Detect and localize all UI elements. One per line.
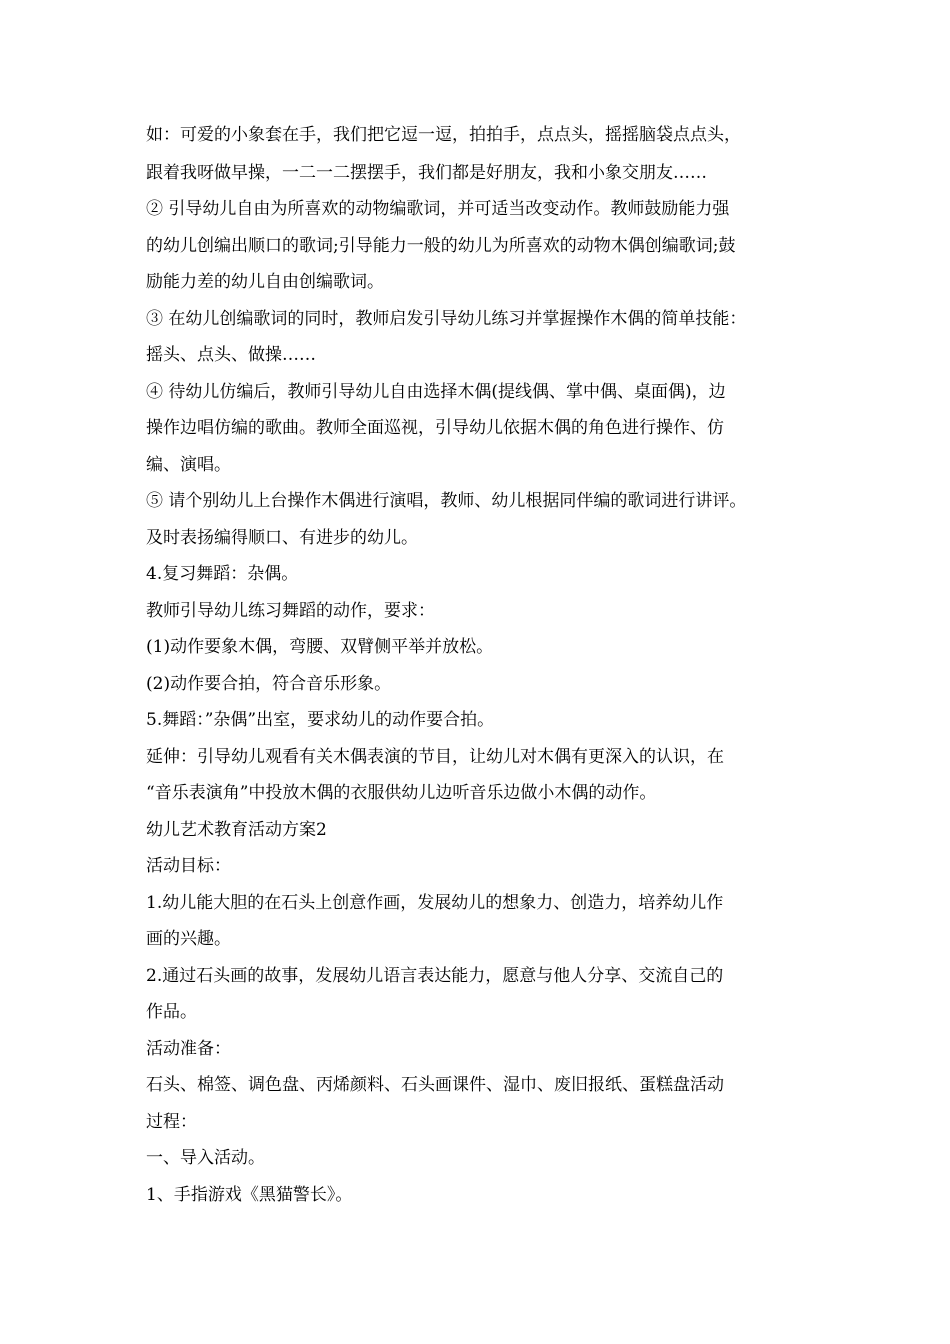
text-line: 5.舞蹈：”杂偶”出室，要求幼儿的动作要合拍。 xyxy=(146,710,495,730)
text-line: 及时表扬编得顺口、有进步的幼儿。 xyxy=(146,528,418,548)
text-line: 活动准备： xyxy=(146,1039,231,1059)
section-heading: 幼儿艺术教育活动方案2 xyxy=(146,820,327,840)
text-line: 摇头、点头、做操…… xyxy=(146,345,316,365)
text-line: (1)动作要象木偶，弯腰、双臂侧平举并放松。 xyxy=(146,637,494,657)
text-line: 延伸：引导幼儿观看有关木偶表演的节目，让幼儿对木偶有更深入的认识，在 xyxy=(146,747,724,767)
text-line: ④ 待幼儿仿编后，教师引导幼儿自由选择木偶(提线偶、掌中偶、桌面偶)，边 xyxy=(146,382,726,402)
text-line: 活动目标： xyxy=(146,856,231,876)
text-line: 的幼儿创编出顺口的歌词;引导能力一般的幼儿为所喜欢的动物木偶创编歌词;鼓 xyxy=(146,236,736,256)
text-line: 1、手指游戏《黑猫警长》。 xyxy=(146,1185,353,1205)
text-line: 作品。 xyxy=(146,1002,197,1022)
text-line: 跟着我呀做早操，一二一二摆摆手，我们都是好朋友，我和小象交朋友…… xyxy=(146,163,707,183)
text-line: “音乐表演角”中投放木偶的衣服供幼儿边听音乐边做小木偶的动作。 xyxy=(146,783,657,803)
text-line: (2)动作要合拍，符合音乐形象。 xyxy=(146,674,392,694)
text-line: 4.复习舞蹈：杂偶。 xyxy=(146,564,299,584)
text-line: 石头、棉签、调色盘、丙烯颜料、石头画课件、湿巾、废旧报纸、蛋糕盘活动 xyxy=(146,1075,724,1095)
text-line: 励能力差的幼儿自由创编歌词。 xyxy=(146,272,384,292)
text-line: 如：可爱的小象套在手，我们把它逗一逗，拍拍手，点点头，摇摇脑袋点点头， xyxy=(146,125,741,145)
text-line: ⑤ 请个别幼儿上台操作木偶进行演唱，教师、幼儿根据同伴编的歌词进行讲评。 xyxy=(146,491,747,511)
text-line: 教师引导幼儿练习舞蹈的动作，要求： xyxy=(146,601,435,621)
text-line: 1.幼儿能大胆的在石头上创意作画，发展幼儿的想象力、创造力，培养幼儿作 xyxy=(146,893,724,913)
text-line: 画的兴趣。 xyxy=(146,929,231,949)
text-line: 操作边唱仿编的歌曲。教师全面巡视，引导幼儿依据木偶的角色进行操作、仿 xyxy=(146,418,724,438)
text-line: ③ 在幼儿创编歌词的同时，教师启发引导幼儿练习并掌握操作木偶的简单技能： xyxy=(146,309,747,329)
text-line: 过程： xyxy=(146,1112,197,1132)
text-line: 编、演唱。 xyxy=(146,455,231,475)
text-line: 一、导入活动。 xyxy=(146,1148,265,1168)
text-line: 2.通过石头画的故事，发展幼儿语言表达能力，愿意与他人分享、交流自己的 xyxy=(146,966,724,986)
text-line: ② 引导幼儿自由为所喜欢的动物编歌词，并可适当改变动作。教师鼓励能力强 xyxy=(146,199,730,219)
